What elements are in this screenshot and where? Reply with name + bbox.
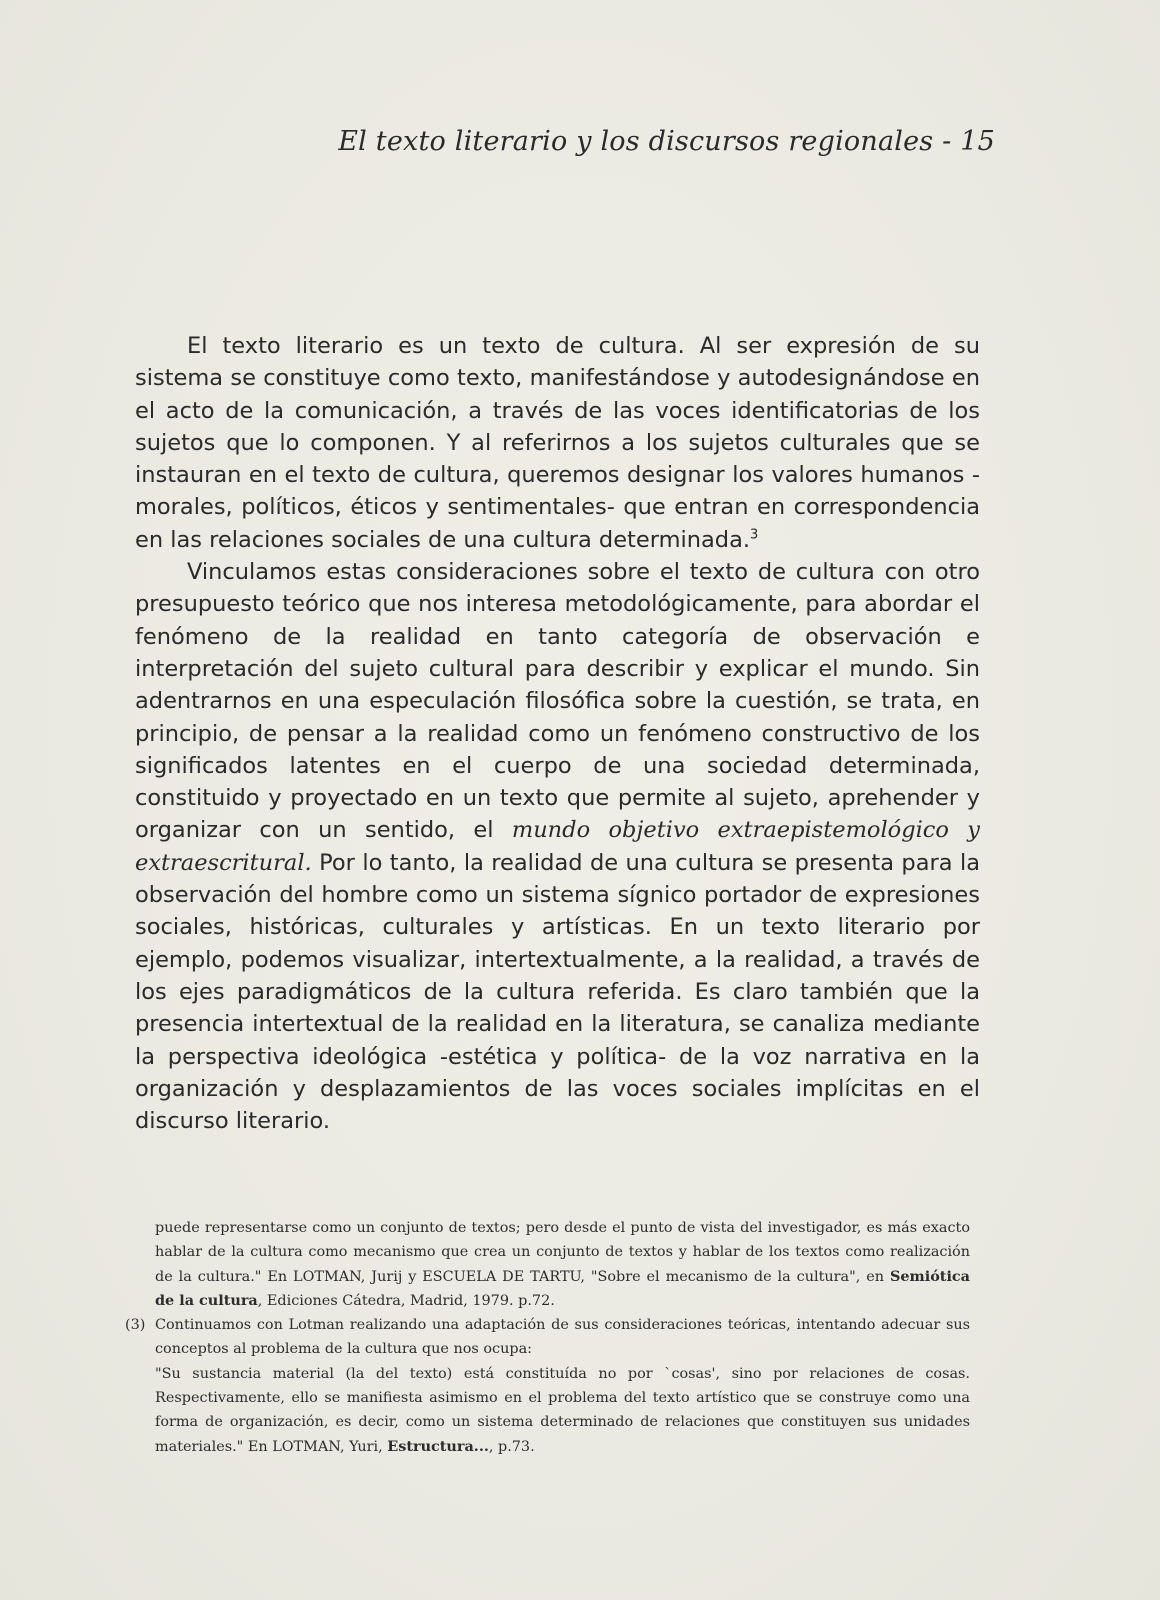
main-text — [135, 330, 980, 1137]
footnote-continuation — [155, 1216, 970, 1313]
paragraph-2-italic: mundo objetivo extraepistemológico y extraescritural. — [135, 817, 980, 876]
footnote-3-number: (3) — [125, 1317, 146, 1334]
footnote-3-quote-text-b: , p.73. — [488, 1438, 535, 1455]
paragraph-1 — [135, 330, 980, 556]
paragraph-2 — [135, 556, 980, 1137]
paragraph-1-text: El texto literario es un texto de cultura. Al ser expresión de su sistema se constituye como texto, manifestándose y autodesignándose en el acto de la comunicación, a través de las voces identificatorias de los sujetos que lo componen. Y al referirnos a los sujetos culturales que se instauran en el texto de cultura, queremos designar los valores humanos -morales, políticos, éticos y sentimentales- que entran en correspondencia en las relaciones sociales de una cultura determinada. — [135, 333, 980, 553]
footnotes — [125, 1216, 970, 1459]
footnote-ref-3: 3 — [750, 527, 759, 543]
footnote-3-intro: Continuamos con Lotman realizando una adaptación de sus consideraciones teóricas, intentando adecuar sus conceptos al problema de la cultura que nos ocupa: — [155, 1317, 970, 1358]
footnote-continuation-bold: Semiótica de la cultura — [155, 1267, 970, 1309]
footnote-3-quote-text-a: "Su sustancia material (la del texto) está constituída no por `cosas', sino por relaciones de cosas. Respectivamente, ello se manifiesta asimismo en el problema del texto artístico que se construye como una forma de organización, es decir, como un sistema determinado de relaciones que constituyen sus unidades materiales." En LOTMAN, Yuri, — [155, 1365, 970, 1455]
paragraph-2-text-a: Vinculamos estas consideraciones sobre el texto de cultura con otro presupuesto teórico que nos interesa metodológicamente, para abordar el fenómeno de la realidad en tanto categoría de observación e interpretación del sujeto cultural para describir y explicar el mundo. Sin adentrarnos en una especulación filosófica sobre la cuestión, se trata, en principio, de pensar a la realidad como un fenómeno constructivo de los significados latentes en el cuerpo de una sociedad determinada, constituido y proyectado en un texto que permite al sujeto, aprehender y organizar con un sentido, el — [135, 559, 980, 844]
footnote-3-quote — [155, 1362, 970, 1459]
footnote-3-quote-bold: Estructura... — [387, 1437, 489, 1455]
paragraph-2-text-b: Por lo tanto, la realidad de una cultura se presenta para la observación del hombre como un sistema sígnico portador de expresiones sociales, históricas, culturales y artísticas. En un texto literario por ejemplo, podemos visualizar, intertextualmente, a la realidad, a través de los ejes paradigmáticos de la cultura referida. Es claro también que la presencia intertextual de la realidad en la literatura, se canaliza mediante la perspectiva ideológica -estética y política- de la voz narrativa en la organización y desplazamientos de las voces sociales implícitas en el discurso literario. — [135, 849, 980, 1135]
running-header: El texto literario y los discursos regionales - 15 — [338, 126, 995, 157]
footnote-3 — [125, 1313, 970, 1459]
footnote-continuation-text-b: , Ediciones Cátedra, Madrid, 1979. p.72. — [257, 1292, 555, 1309]
footnote-continuation-text-a: puede representarse como un conjunto de textos; pero desde el punto de vista del investigador, es más exacto hablar de la cultura como mecanismo que crea un conjunto de textos y hablar de los textos como realización de la cultura." En LOTMAN, Jurij y ESCUELA DE TARTU, "Sobre el mecanismo de la cultura", en — [155, 1220, 970, 1285]
